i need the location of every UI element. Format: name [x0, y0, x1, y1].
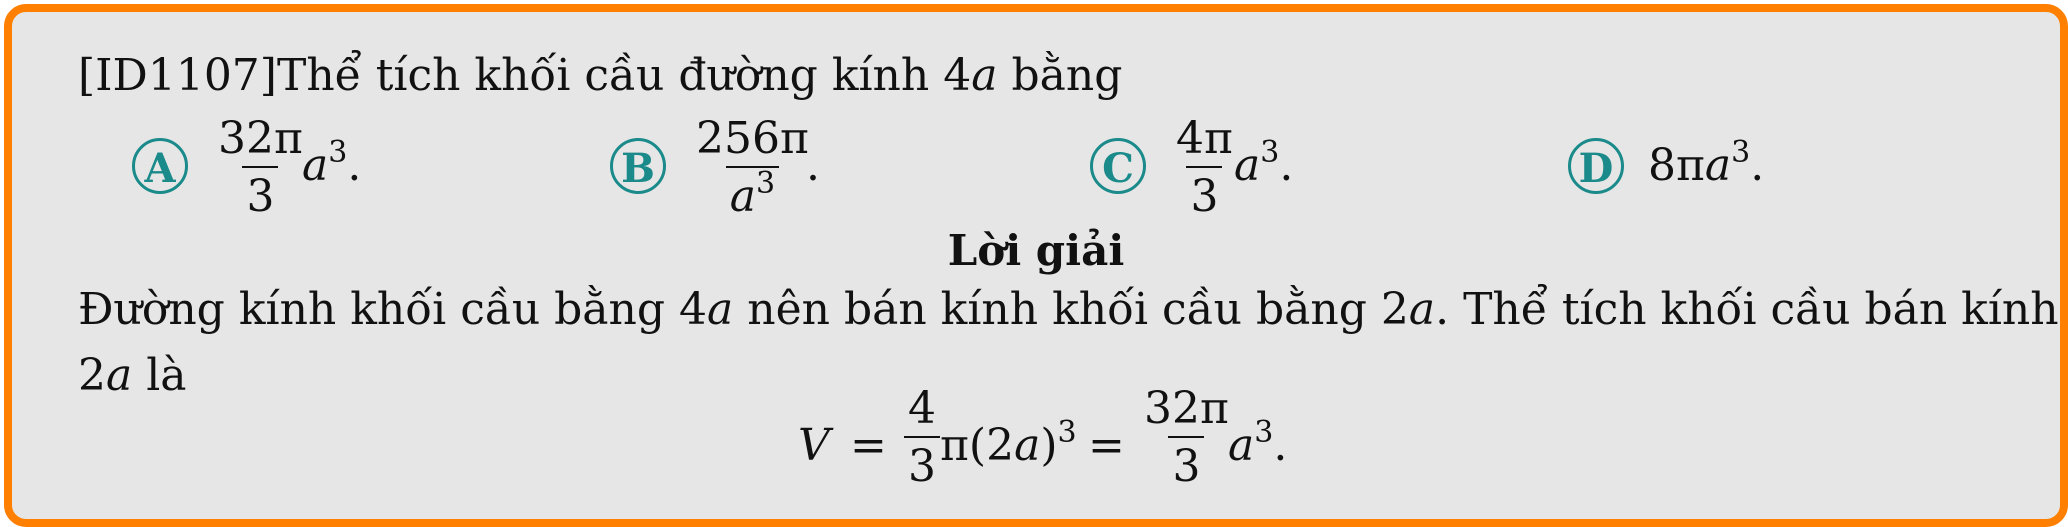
option-c-tail: $a^3$.: [1234, 135, 1294, 191]
equation-lhs: V: [798, 420, 830, 471]
solution-line-2: 2a là: [78, 350, 187, 401]
option-d-badge[interactable]: D: [1568, 138, 1624, 194]
option-c-fraction: $\frac{4\pi}{3}$: [1176, 113, 1233, 223]
equation-tail: $a^3$.: [1228, 415, 1288, 471]
equation-fraction-2: $\frac{32\pi}{3}$: [1144, 383, 1229, 493]
question-card: [4, 4, 2068, 527]
option-b-tail: .: [806, 140, 820, 191]
option-a-badge[interactable]: A: [132, 138, 188, 194]
question-id: [ID1107]: [78, 50, 277, 101]
solution-line-1: Đường kính khối cầu bằng 4a nên bán kính khối cầu bằng 2a. Thể tích khối cầu bán kính: [78, 284, 2059, 335]
equation-equals-1: =: [850, 420, 887, 471]
option-a-fraction: $\frac{32\pi}{3}$: [218, 113, 303, 223]
option-b-badge[interactable]: B: [610, 138, 666, 194]
question-text: [ID1107]Thể tích khối cầu đường kính 4a bằng: [78, 50, 1123, 101]
option-d-expression: $8\pi a^3$.: [1648, 135, 1765, 191]
option-a-tail: $a^3$.: [302, 135, 362, 191]
equation-fraction-1: $\frac{4}{3}$: [904, 386, 940, 490]
option-b-fraction: $\frac{256\pi}{a^3}$: [696, 113, 809, 223]
option-c-badge[interactable]: C: [1090, 138, 1146, 194]
equation-middle: $\pi(2a)^3$: [940, 415, 1077, 471]
solution-title: Lời giải: [947, 226, 1125, 275]
equation-equals-2: =: [1088, 420, 1125, 471]
